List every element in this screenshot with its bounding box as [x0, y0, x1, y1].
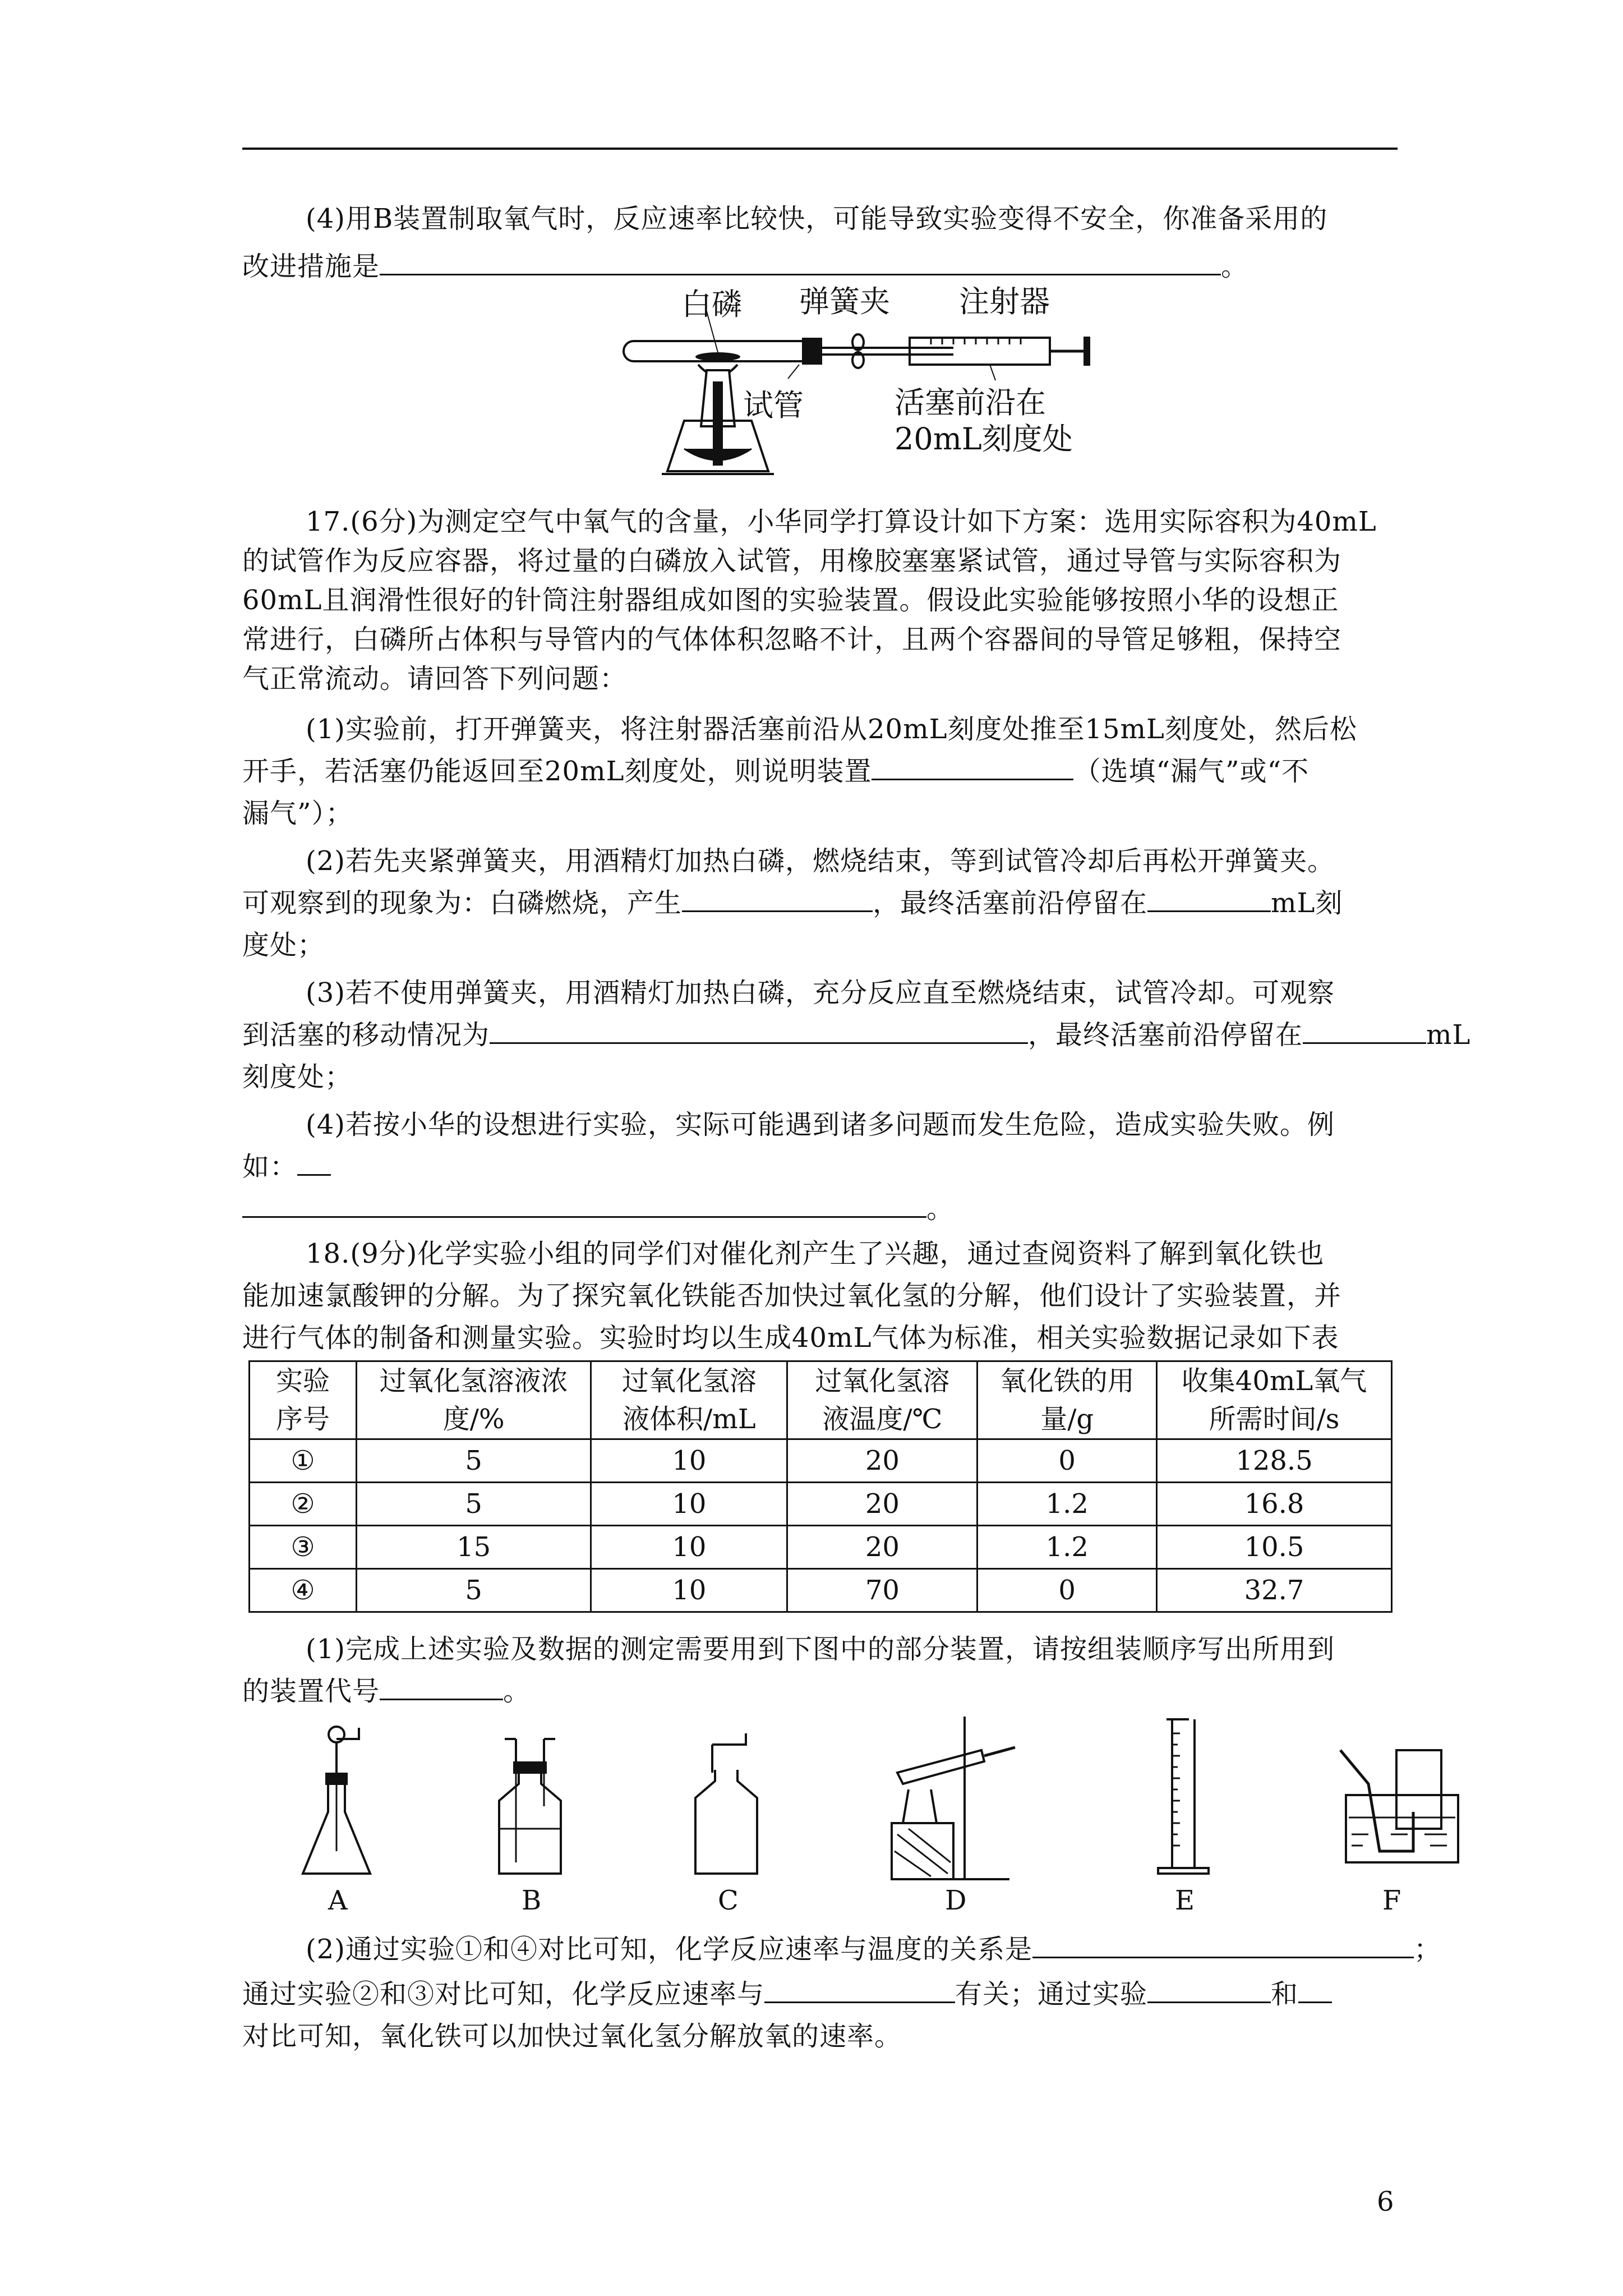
table-cell: 20 [787, 1439, 978, 1483]
q18-sub2-text3: 有关；通过实验 [955, 1978, 1148, 2010]
apparatus-b-gas-bottle [494, 1728, 566, 1885]
q17-line1: 17.(6分)为测定空气中氧气的含量，小华同学打算设计如下方案：选用实际容积为40mL [306, 506, 1377, 537]
q17-line4: 常进行，白磷所占体积与导管内的气体体积忽略不计，且两个容器间的导管足够粗，保持空 [242, 624, 1342, 655]
table-cell: 0 [978, 1569, 1157, 1612]
q18-sub2-text: (2)通过实验①和④对比可知，化学反应速率与温度的关系是 [306, 1934, 1032, 1965]
q18-line2: 能加速氯酸钾的分解。为了探究氧化铁能否加快过氧化氢的分解，他们设计了实验装置，并 [242, 1280, 1342, 1312]
table-cell: 70 [787, 1569, 978, 1612]
table-header-row [250, 1361, 1392, 1439]
table-header: 实验 序号 [250, 1361, 357, 1439]
q18-sub1-end: 。 [503, 1676, 531, 1707]
q17-sub3-line1: (3)若不使用弹簧夹，用酒精灯加热白磷，充分反应直至燃烧结束，试管冷却。可观察 [306, 977, 1335, 1009]
q18-sub2-semicolon: ； [1414, 1934, 1442, 1965]
q17-sub4-line1: (4)若按小华的设想进行实验，实际可能遇到诸多问题而发生危险，造成实验失败。例 [306, 1109, 1335, 1140]
table-cell: 15 [356, 1526, 591, 1569]
table-cell: 10 [591, 1526, 787, 1569]
q18-sub2-blank-exp1[interactable] [1147, 1975, 1271, 2003]
q18-sub2-and: 和 [1271, 1978, 1299, 2010]
label-test-tube: 试管 [743, 388, 804, 423]
q17-sub2-line3: 度处； [242, 930, 325, 961]
header-rule [242, 148, 1398, 150]
q17-sub3-unit: mL [1426, 1019, 1471, 1051]
q16-part4-text: 改进措施是 [242, 251, 380, 282]
table-cell: ② [250, 1483, 357, 1526]
apparatus-label-b: B [522, 1885, 542, 1916]
q17-sub4-line3 [242, 1189, 954, 1228]
q18-sub1-line2 [242, 1672, 531, 1711]
table-cell: 0 [978, 1439, 1157, 1483]
table-row [250, 1483, 1392, 1526]
q18-line1: 18.(9分)化学实验小组的同学们对催化剂产生了兴趣，通过查阅资料了解到氧化铁也 [306, 1238, 1325, 1269]
q17-sub3-blank-movement[interactable] [490, 1015, 1028, 1044]
table-cell: 10.5 [1157, 1526, 1392, 1569]
table-cell: 10 [591, 1569, 787, 1612]
q17-sub4-blank-short[interactable] [297, 1147, 331, 1176]
label-piston-1: 活塞前沿在 [895, 385, 1046, 420]
table-cell: 5 [356, 1569, 591, 1612]
q17-sub1-line1: (1)实验前，打开弹簧夹，将注射器活塞前沿从20mL刻度处推至15mL刻度处，然后松 [306, 714, 1357, 745]
label-spring-clamp: 弹簧夹 [799, 284, 890, 319]
q17-line5: 气正常流动。请回答下列问题： [242, 663, 628, 694]
table-cell: 20 [787, 1483, 978, 1526]
q17-sub2-text2: ，最终活塞前沿停留在 [873, 887, 1148, 919]
table-cell: 1.2 [978, 1526, 1157, 1569]
q17-sub2-unit: mL刻 [1271, 887, 1343, 919]
table-cell: ③ [250, 1526, 357, 1569]
q17-sub1-line3: 漏气”）； [242, 798, 353, 829]
q17-sub3-line3: 刻度处； [242, 1061, 353, 1093]
table-cell: 20 [787, 1526, 978, 1569]
table-header: 过氧化氢溶 液体积/mL [591, 1361, 787, 1439]
table-header: 氧化铁的用 量/g [978, 1361, 1157, 1439]
table-cell: 1.2 [978, 1483, 1157, 1526]
q18-line3: 进行气体的制备和测量实验。实验时均以生成40mL气体为标准，相关实验数据记录如下表 [242, 1322, 1339, 1354]
label-syringe: 注射器 [959, 284, 1050, 319]
table-row [250, 1439, 1392, 1483]
table-cell: 10 [591, 1483, 787, 1526]
q17-sub4-blank[interactable] [242, 1189, 926, 1218]
q17-line3: 60mL且润滑性很好的针筒注射器组成如图的实验装置。假设此实验能够按照小华的设想正 [242, 585, 1339, 616]
page-number: 6 [1377, 2186, 1395, 2217]
q17-sub4-text: 如： [242, 1151, 298, 1182]
table-cell: 128.5 [1157, 1439, 1392, 1483]
table-row [250, 1569, 1392, 1612]
table-cell: 5 [356, 1439, 591, 1483]
apparatus-label-f: F [1382, 1885, 1401, 1916]
q17-sub1-line2 [242, 752, 1309, 791]
q18-sub2-line2 [242, 1975, 1332, 2014]
q17-sub2-line1: (2)若先夹紧弹簧夹，用酒精灯加热白磷，燃烧结束，等到试管冷却后再松开弹簧夹。 [306, 845, 1335, 877]
q18-sub2-blank-factor[interactable] [764, 1975, 955, 2003]
table-header: 收集40mL氧气 所需时间/s [1157, 1361, 1392, 1439]
q17-sub2-line2 [242, 884, 1343, 923]
apparatus-label-d: D [945, 1885, 967, 1916]
label-white-phosphorus: 白磷 [681, 287, 742, 322]
q17-sub2-blank-phenomenon[interactable] [682, 884, 873, 912]
table-cell: 10 [591, 1439, 787, 1483]
q18-sub2-blank-temperature[interactable] [1032, 1930, 1414, 1958]
apparatus-d-heating-setup [880, 1711, 1026, 1885]
q18-sub2-line1 [306, 1930, 1441, 1969]
q18-sub1-text: 的装置代号 [242, 1676, 380, 1707]
table-cell: ④ [250, 1569, 357, 1612]
table-cell: 5 [356, 1483, 591, 1526]
q18-sub1-blank[interactable] [380, 1672, 503, 1700]
q18-sub2-text2: 通过实验②和③对比可知，化学反应速率与 [242, 1978, 765, 2010]
q18-sub2-blank-exp2[interactable] [1298, 1975, 1332, 2003]
q17-sub1-text: 开手，若活塞仍能返回至20mL刻度处，则说明装置 [242, 756, 872, 787]
q17-sub3-text2: ，最终活塞前沿停留在 [1028, 1019, 1303, 1051]
q17-sub3-blank-volume[interactable] [1303, 1015, 1426, 1044]
q16-part4-end: 。 [1221, 251, 1249, 282]
apparatus-c-gas-bottle [690, 1728, 763, 1885]
table-header: 过氧化氢溶 液温度/℃ [787, 1361, 978, 1439]
q18-data-table [248, 1360, 1393, 1613]
table-cell: ① [250, 1439, 357, 1483]
q17-line2: 的试管作为反应容器，将过量的白磷放入试管，用橡胶塞塞紧试管，通过导管与实际容积为 [242, 545, 1342, 577]
apparatus-e-graduated-cylinder [1155, 1711, 1211, 1885]
apparatus-label-e: E [1175, 1885, 1195, 1916]
table-cell: 32.7 [1157, 1569, 1392, 1612]
q17-sub2-blank-volume[interactable] [1147, 884, 1271, 912]
apparatus-a-conical-flask [297, 1717, 376, 1885]
q17-sub4-line2 [242, 1147, 331, 1186]
table-row [250, 1526, 1392, 1569]
q17-sub3-text: 到活塞的移动情况为 [242, 1019, 490, 1051]
apparatus-f-water-trough [1335, 1739, 1469, 1885]
table-header: 过氧化氢溶液浓 度/% [356, 1361, 591, 1439]
q17-sub3-line2 [242, 1015, 1470, 1055]
apparatus-label-a: A [328, 1885, 348, 1916]
q16-part4-line1: (4)用B装置制取氧气时，反应速率比较快，可能导致实验变得不安全，你准备采用的 [306, 203, 1328, 234]
q18-sub1-line1: (1)完成上述实验及数据的测定需要用到下图中的部分装置，请按组装顺序写出所用到 [306, 1634, 1335, 1665]
q18-sub2-line3: 对比可知，氧化铁可以加快过氧化氢分解放氧的速率。 [242, 2021, 902, 2052]
table-cell: 16.8 [1157, 1483, 1392, 1526]
q17-sub1-choice: （选填“漏气”或“不 [1073, 756, 1310, 787]
apparatus-label-c: C [718, 1885, 739, 1916]
q16-answer-blank[interactable] [380, 247, 1221, 275]
q17-sub1-blank[interactable] [872, 752, 1073, 780]
q17-sub4-end: 。 [926, 1193, 955, 1225]
q17-sub2-text: 可观察到的现象为：白磷燃烧，产生 [242, 887, 683, 919]
label-piston-2: 20mL刻度处 [895, 421, 1073, 457]
